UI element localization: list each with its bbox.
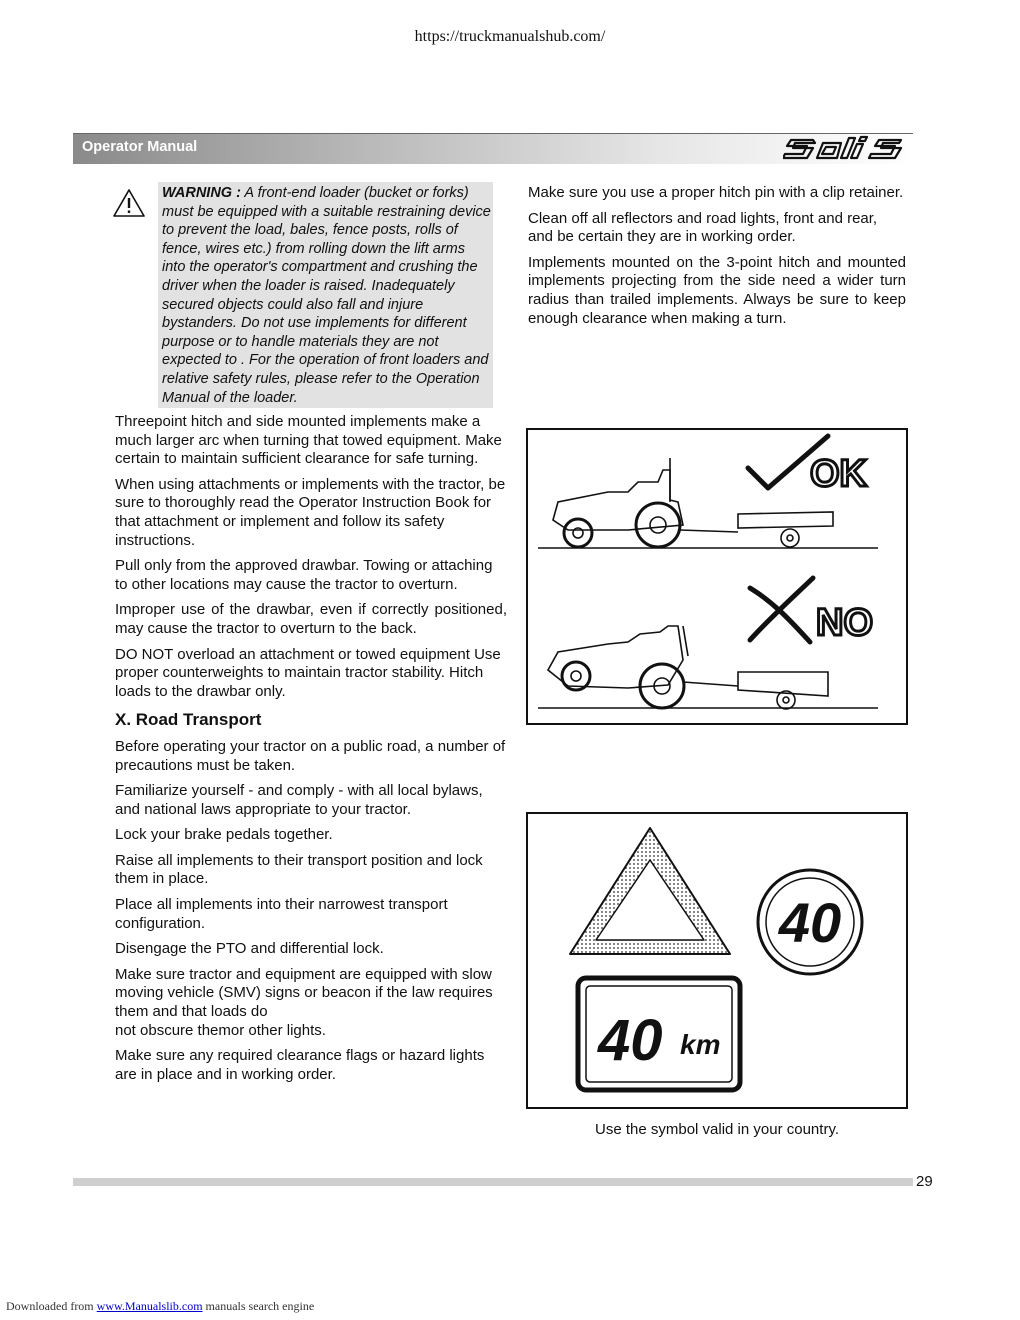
warning-body: A front-end loader (bucket or forks) must be equipped with a suitable restraining device to prevent the load, bales, fence posts, rolls of fence, wires etc.) from rolling down the lift arms into the operator's compartment and crushing the driver when the loader is raised. Inadequately secured objects could also fall and injure bystanders. Do not use implements for different purpose or to handle materials they are not expected to . For the operation of front loaders and relative safety rules, please refer to the Operation Manual of the loader. [162,185,491,406]
figure-caption: Use the symbol valid in your country. [595,1121,839,1138]
section-heading: X. Road Transport [115,710,262,730]
tractor-icon [548,626,738,708]
warning-label: WARNING : [162,185,241,201]
paragraph-line: not obscure themor other lights. [115,1021,326,1039]
paragraph: Implements mounted on the 3-point hitch and mounted implements projecting from the side need a wider turn radius than trailed implements. Always be sure to keep enough clearance when making a turn. [528,253,906,327]
ok-scene [538,436,878,548]
left-column [115,413,507,1091]
speed-round-value: 40 [778,891,842,954]
right-column [528,184,906,335]
page-number: 29 [916,1173,933,1190]
paragraph: Before operating your tractor on a public road, a number of precautions must be taken. [115,737,506,774]
paragraph: Improper use of the drawbar, even if correctly positioned, may cause the tractor to overturn to the back. [115,601,507,637]
plate-unit: km [680,1029,721,1060]
paragraph: Threepoint hitch and side mounted implements make a much larger arc when turning that towed equipment. Make certain to maintain sufficient clearance for safe turning. [115,413,502,468]
paragraph: Lock your brake pedals together. [115,826,333,844]
towing-figure [526,428,908,725]
header-title: Operator Manual [82,139,198,155]
download-footer [6,1299,314,1314]
paragraph: Pull only from the approved drawbar. Towing or attaching to other locations may cause the tractor to overturn. [115,557,493,593]
solis-logo [783,134,903,164]
road-signs-figure [526,812,908,1109]
manualslib-link[interactable]: www.Manualslib.com [96,1299,203,1313]
no-label: NO [816,602,873,644]
paragraph: Make sure you use a proper hitch pin with a clip retainer. [528,184,904,201]
source-url: https://truckmanualshub.com/ [414,28,606,45]
paragraph: DO NOT overload an attachment or towed equipment Use proper counterweights to maintain tractor stability. Hitch loads to the drawbar only. [115,645,501,700]
paragraph: Make sure any required clearance flags or hazard lights are in place and in working order. [115,1047,485,1083]
footer-prefix: Downloaded from [6,1299,97,1313]
paragraph: Place all implements into their narrowest transport configuration. [115,896,448,932]
footer-suffix: manuals search engine [202,1299,315,1313]
plate-number: 40 [598,1008,663,1073]
warning-text [162,184,492,407]
warning-triangle-icon [112,188,146,218]
trailer-icon [738,512,833,547]
smv-triangle-sign [570,828,730,954]
no-scene [538,578,878,709]
paragraph-line: Make sure tractor and equipment are equipped with slow moving vehicle (SMV) signs or beacon if the law requires them and that loads do [115,965,493,1021]
speed-plate-sign [578,978,740,1090]
footer-bar [73,1178,913,1186]
trailer-icon [738,672,828,709]
paragraph: Familiarize yourself - and comply - with all local bylaws, and national laws appropriate to your tractor. [115,782,483,818]
cross-icon [750,578,813,642]
speed-limit-round-sign [758,870,862,974]
paragraph: When using attachments or implements with the tractor, be sure to thoroughly read the Operator Instruction Book for that attachment or implement and follow its safety instructions. [115,475,506,549]
paragraph: Disengage the PTO and differential lock. [115,940,384,958]
ok-label: OK [810,453,867,495]
paragraph: Raise all implements to their transport position and lock them in place. [115,851,483,888]
tractor-icon [553,458,738,547]
paragraph: Clean off all reflectors and road lights, front and rear, and be certain they are in working order. [528,209,878,246]
paragraph [115,966,507,1040]
